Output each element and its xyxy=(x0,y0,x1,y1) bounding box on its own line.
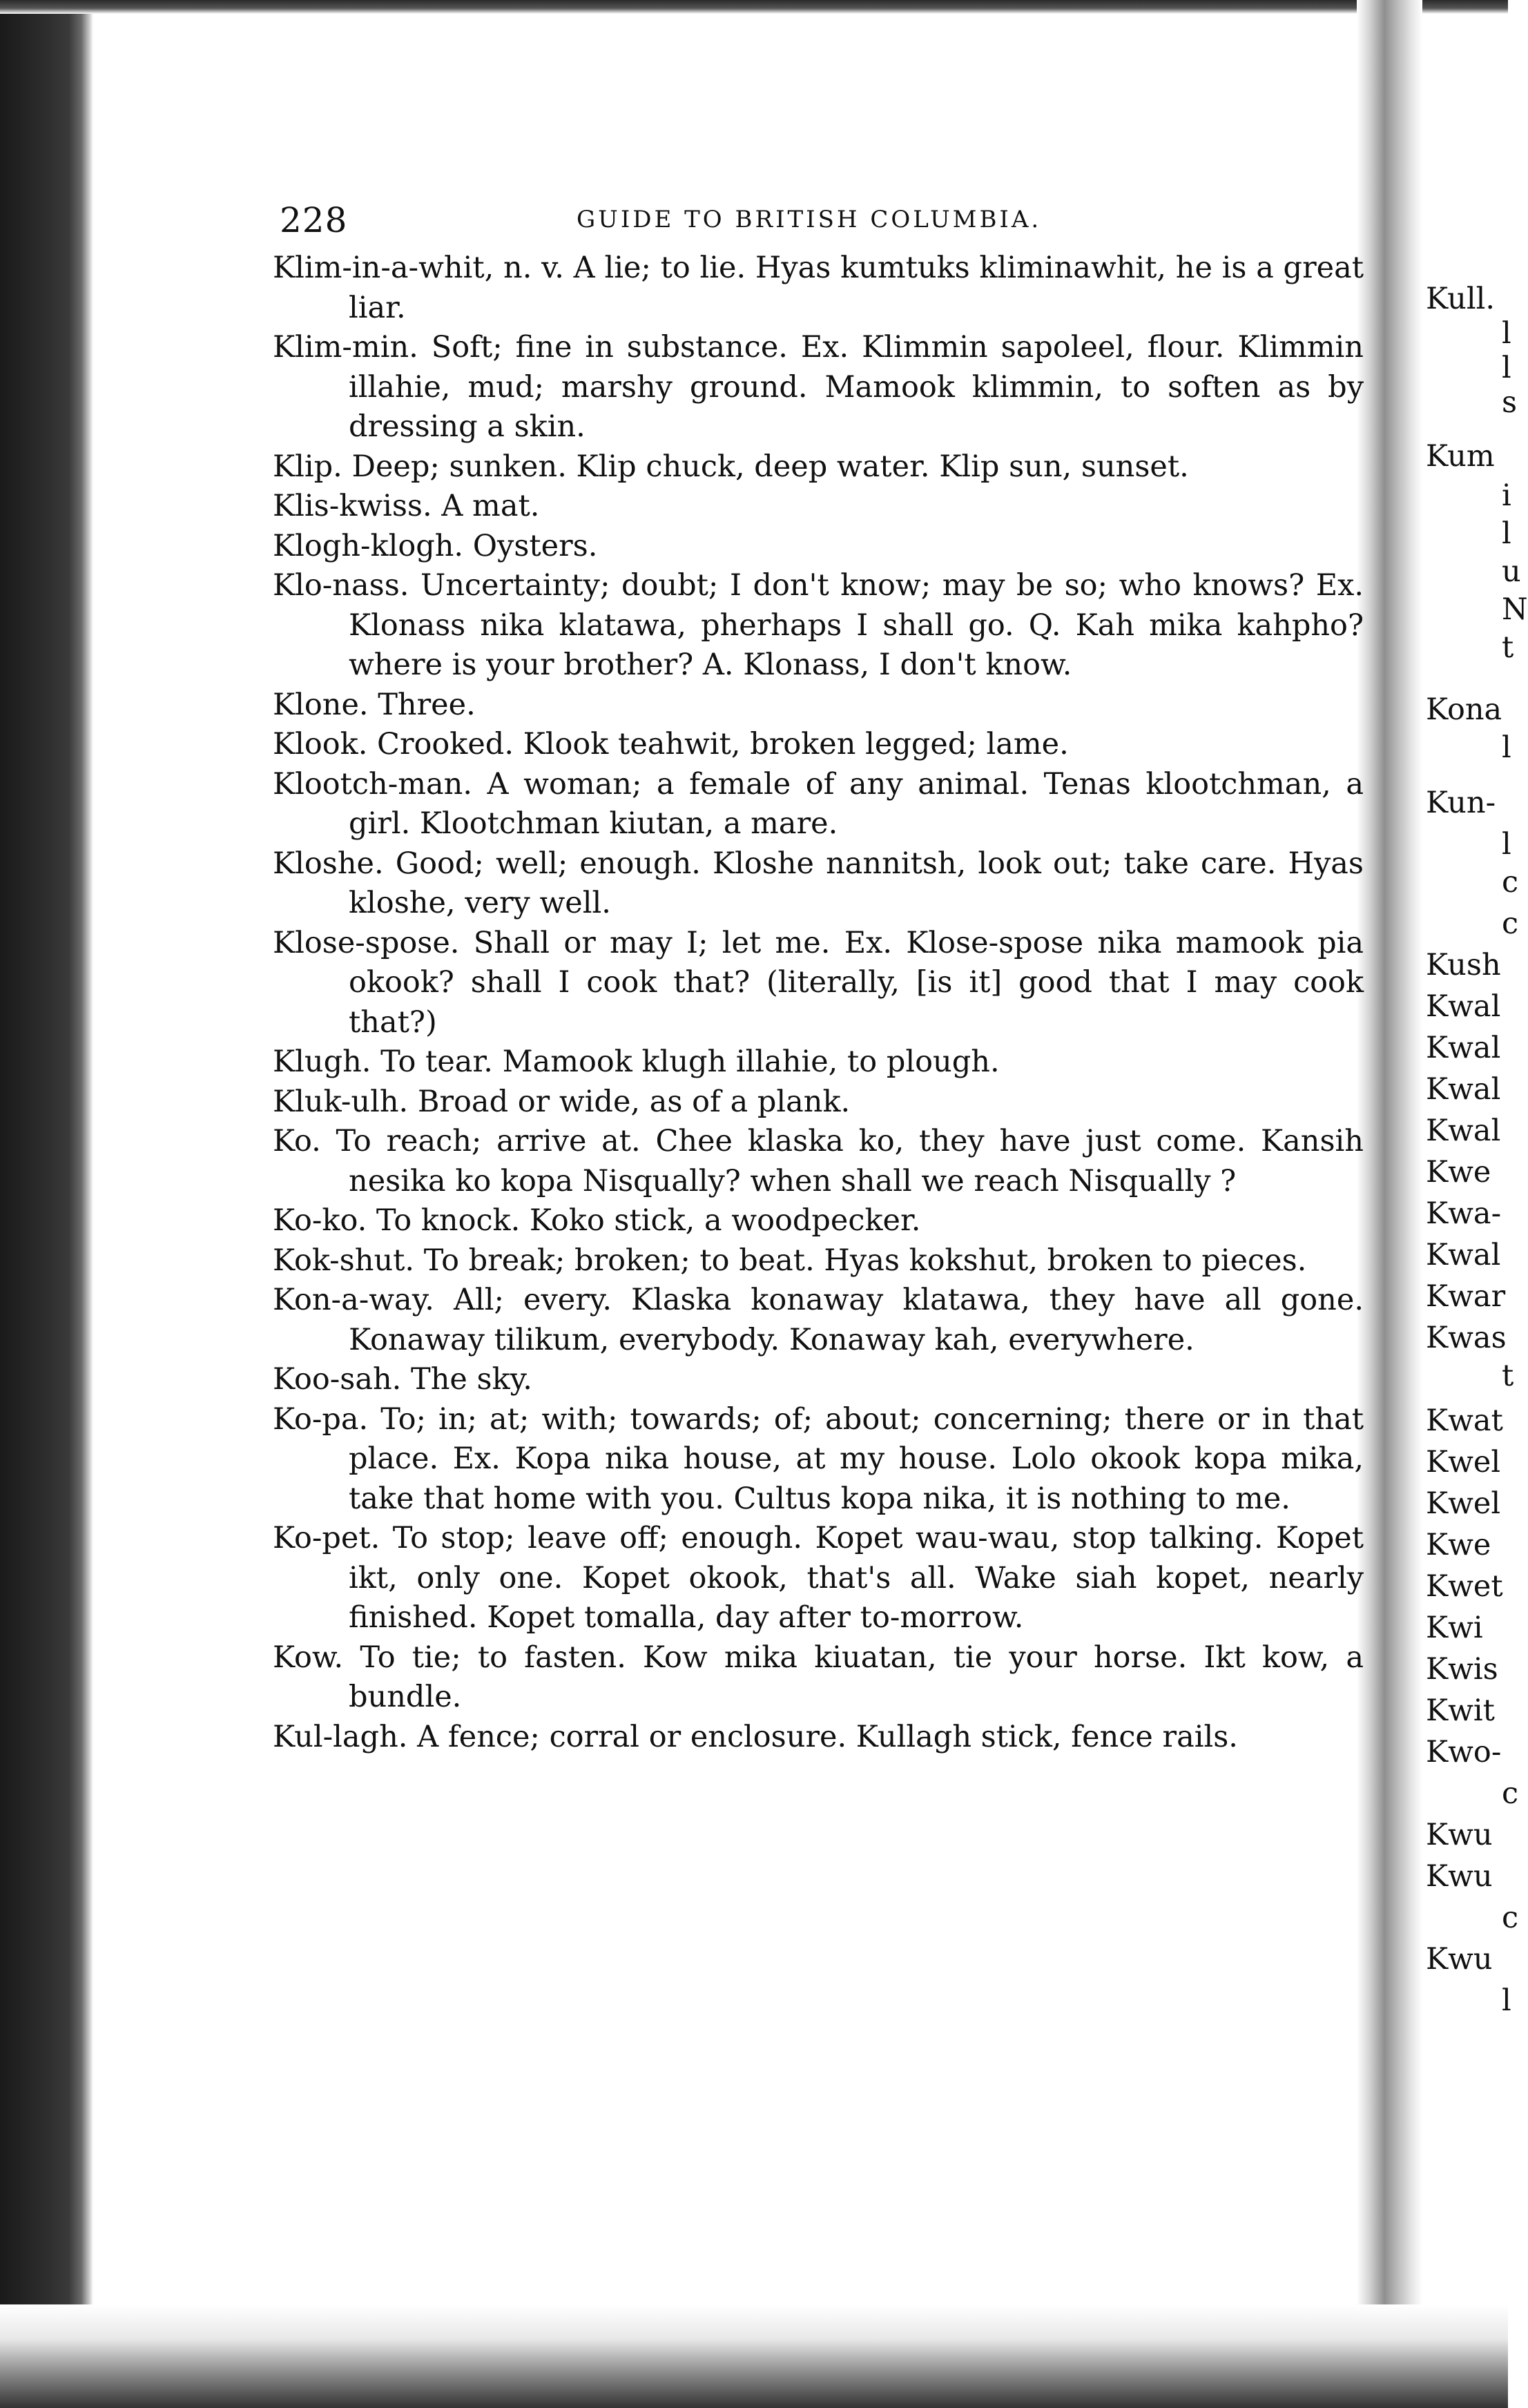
facing-page-text: u xyxy=(1502,554,1521,589)
entry-headword: Klootch-man. xyxy=(273,766,473,802)
entry-headword: Kok-shut. xyxy=(273,1243,415,1278)
facing-page-text: l xyxy=(1502,1983,1511,2018)
entry-headword: Klis-kwiss. xyxy=(273,489,432,523)
entry-headword: Klim-in-a-whit, xyxy=(273,251,494,285)
facing-page-text: c xyxy=(1502,906,1519,941)
scan-left-edge xyxy=(0,0,93,2408)
dictionary-entry xyxy=(273,844,1364,924)
entry-headword: Ko-ko. xyxy=(273,1203,367,1238)
facing-page-text: c xyxy=(1502,1776,1519,1811)
dictionary-entry xyxy=(273,1718,1364,1758)
facing-page-fragment xyxy=(1426,282,1528,2049)
facing-page-text: l xyxy=(1502,516,1511,551)
facing-page-text: Kwel xyxy=(1426,1486,1501,1521)
entry-definition: The sky. xyxy=(401,1362,532,1397)
entry-headword: Ko-pa. xyxy=(273,1401,369,1437)
running-head xyxy=(273,186,1364,249)
entry-headword: Klogh-klogh. xyxy=(273,528,464,563)
scan-bottom-edge xyxy=(0,2304,1508,2408)
facing-page-text: Kwel xyxy=(1426,1445,1501,1479)
facing-page-text: Kwet xyxy=(1426,1569,1503,1604)
entry-definition: n. v. A lie; to lie. Hyas kumtuks kliminawhit, he is a great liar. xyxy=(349,251,1364,325)
entry-headword: Klone. xyxy=(273,687,369,722)
facing-page-text: Kwu xyxy=(1426,1859,1493,1894)
left-page xyxy=(273,186,1364,1757)
facing-page-text: Kwu xyxy=(1426,1942,1493,1977)
entry-headword: Ko. xyxy=(273,1124,321,1158)
entry-headword: Kon-a-way. xyxy=(273,1283,434,1317)
facing-page-text: Kum xyxy=(1426,439,1495,474)
entry-definition: Soft; fine in substance. Ex. Klimmin sapoleel, flour. Klimmin illahie, mud; marshy ground. Mamook klimmin, to soften as by dressing a skin. xyxy=(349,330,1364,444)
facing-page-text: Kwas xyxy=(1426,1321,1507,1355)
dictionary-entry xyxy=(273,249,1364,328)
dictionary-entry xyxy=(273,924,1364,1043)
facing-page-text: Kwu xyxy=(1426,1818,1493,1852)
facing-page-text: Kwal xyxy=(1426,1114,1501,1148)
entry-definition: Good; well; enough. Kloshe nannitsh, look out; take care. Hyas kloshe, very well. xyxy=(349,846,1364,920)
dictionary-entry xyxy=(273,328,1364,447)
facing-page-text: Kwal xyxy=(1426,1238,1501,1272)
dictionary-entry xyxy=(273,1360,1364,1400)
facing-page-text: l xyxy=(1502,316,1511,351)
facing-page-text: l xyxy=(1502,730,1511,765)
page-number: 228 xyxy=(280,200,348,240)
dictionary-entry xyxy=(273,527,1364,567)
dictionary-entry xyxy=(273,1281,1364,1360)
facing-page-text: N xyxy=(1502,592,1528,627)
facing-page-text: Kwe xyxy=(1426,1155,1491,1190)
entry-definition: A fence; corral or enclosure. Kullagh stick, fence rails. xyxy=(407,1719,1238,1754)
dictionary-entry xyxy=(273,1082,1364,1123)
entry-definition: Deep; sunken. Klip chuck, deep water. Klip sun, sunset. xyxy=(342,449,1189,484)
entry-headword: Ko-pet. xyxy=(273,1521,380,1555)
entry-headword: Klip. xyxy=(273,449,342,484)
dictionary-entry xyxy=(273,566,1364,686)
facing-page-text: Kush xyxy=(1426,948,1501,982)
dictionary-entry xyxy=(273,447,1364,487)
facing-page-text: Kwe xyxy=(1426,1528,1491,1562)
facing-page-text: Kwa- xyxy=(1426,1196,1502,1231)
scan-top-edge xyxy=(0,0,1508,14)
entry-definition: To tie; to fasten. Kow mika kiuatan, tie your horse. Ikt kow, a bundle. xyxy=(343,1640,1364,1714)
facing-page-text: t xyxy=(1502,630,1514,665)
entry-definition: To knock. Koko stick, a woodpecker. xyxy=(367,1203,921,1238)
facing-page-text: Kwis xyxy=(1426,1652,1498,1687)
facing-page-text: c xyxy=(1502,1901,1519,1935)
entry-headword: Kul-lagh. xyxy=(273,1719,408,1754)
entry-definition: To stop; leave off; enough. Kopet wau-wau, stop talking. Kopet ikt, only one. Kopet okook, that's all. Wake siah kopet, nearly finished. Kopet tomalla, day after to-morrow. xyxy=(349,1521,1364,1635)
entry-headword: Kloshe. xyxy=(273,846,384,881)
facing-page-text: Kull. xyxy=(1426,282,1496,316)
entry-definition: Broad or wide, as of a plank. xyxy=(408,1084,851,1119)
dictionary-entry xyxy=(273,1400,1364,1519)
entry-definition: A woman; a female of any animal. Tenas klootchman, a girl. Klootchman kiutan, a mare. xyxy=(349,766,1364,841)
entry-headword: Klugh. xyxy=(273,1045,371,1079)
dictionary-entry xyxy=(273,487,1364,527)
entry-definition: Crooked. Klook teahwit, broken legged; lame. xyxy=(367,727,1069,761)
entry-definition: To reach; arrive at. Chee klaska ko, they have just come. Kansih nesika ko kopa Nisqually? when shall we reach Nisqually ? xyxy=(320,1124,1364,1198)
facing-page-text: Kun- xyxy=(1426,786,1496,820)
facing-page-text: Kwal xyxy=(1426,1072,1501,1107)
entry-headword: Koo-sah. xyxy=(273,1362,402,1397)
dictionary-entry xyxy=(273,686,1364,726)
facing-page-text: Kona xyxy=(1426,692,1502,727)
facing-page-text: Kwi xyxy=(1426,1611,1483,1645)
entry-definition: Uncertainty; doubt; I don't know; may be so; who knows? Ex. Klonass nika klatawa, pherhaps I shall go. Q. Kah mika kahpho? where is your brother? A. Klonass, I don't know. xyxy=(349,568,1364,682)
entry-definition: To break; broken; to beat. Hyas kokshut, broken to pieces. xyxy=(414,1243,1307,1278)
facing-page-text: l xyxy=(1502,827,1511,862)
dictionary-entry xyxy=(273,1638,1364,1718)
dictionary-entry xyxy=(273,1241,1364,1281)
entry-definition: All; every. Klaska konaway klatawa, they have all gone. Konaway tilikum, everybody. Konaway kah, everywhere. xyxy=(349,1283,1364,1357)
facing-page-text: s xyxy=(1502,385,1518,420)
dictionary-entry xyxy=(273,725,1364,765)
entry-headword: Klo-nass. xyxy=(273,568,409,603)
facing-page-text: t xyxy=(1502,1359,1514,1393)
dictionary-entry xyxy=(273,1042,1364,1082)
entry-definition: To tear. Mamook klugh illahie, to plough. xyxy=(371,1045,1000,1079)
entry-definition: Oysters. xyxy=(463,528,598,563)
entry-headword: Klim-min. xyxy=(273,330,418,365)
dictionary-entry xyxy=(273,765,1364,844)
entry-definition: Shall or may I; let me. Ex. Klose-spose nika mamook pia okook? shall I cook that? (literally, [is it] good that I may cook that?) xyxy=(349,925,1364,1040)
entry-definition: Three. xyxy=(368,687,476,722)
facing-page-text: i xyxy=(1502,478,1511,513)
entry-headword: Kluk-ulh. xyxy=(273,1084,409,1119)
entry-headword: Kow. xyxy=(273,1640,344,1675)
facing-page-text: Kwat xyxy=(1426,1404,1503,1438)
dictionary-entry xyxy=(273,1201,1364,1241)
dictionary-entries xyxy=(273,249,1364,1757)
facing-page-text: Kwar xyxy=(1426,1279,1506,1314)
facing-page-text: c xyxy=(1502,865,1519,900)
running-title: GUIDE TO BRITISH COLUMBIA. xyxy=(577,206,1042,233)
facing-page-text: l xyxy=(1502,351,1511,385)
facing-page-text: Kwit xyxy=(1426,1693,1495,1728)
entry-definition: To; in; at; with; towards; of; about; concerning; there or in that place. Ex. Kopa nika house, at my house. Lolo okook kopa mika, take that home with you. Cultus kopa nika, it is nothing to me. xyxy=(349,1401,1364,1516)
entry-headword: Klook. xyxy=(273,727,368,761)
facing-page-text: Kwal xyxy=(1426,1031,1501,1065)
dictionary-entry xyxy=(273,1122,1364,1201)
facing-page-text: Kwo- xyxy=(1426,1735,1502,1769)
book-gutter xyxy=(1357,0,1422,2408)
entry-headword: Klose-spose. xyxy=(273,925,460,960)
dictionary-entry xyxy=(273,1519,1364,1638)
facing-page-text: Kwal xyxy=(1426,989,1501,1024)
entry-definition: A mat. xyxy=(432,489,540,523)
